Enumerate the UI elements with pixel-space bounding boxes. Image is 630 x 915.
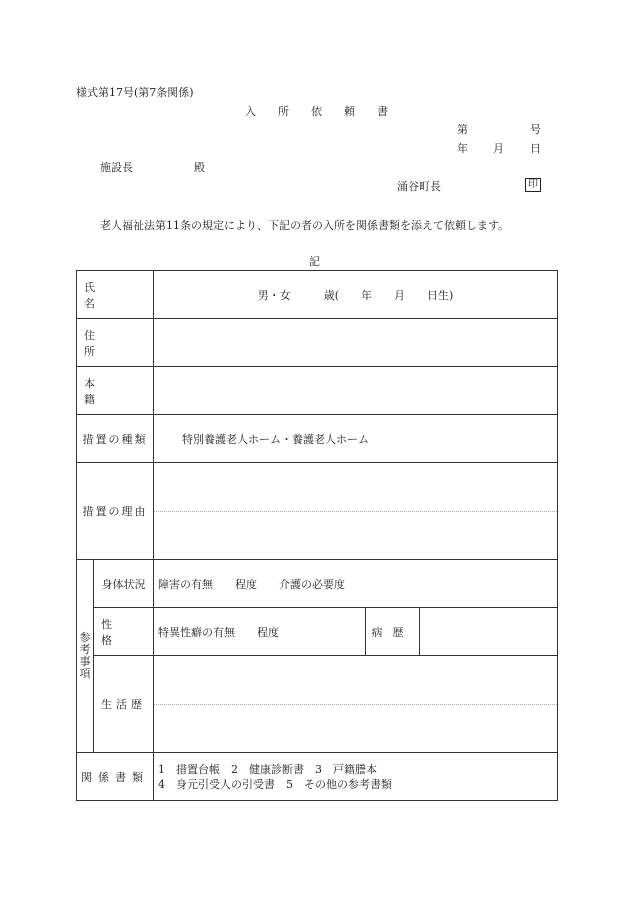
date-year: 年	[457, 142, 468, 155]
measure-type-label: 措置の種類	[82, 432, 148, 446]
honorific: 殿	[194, 161, 205, 174]
personality-label: 性格	[101, 617, 136, 647]
medical-history-value-cell[interactable]	[420, 608, 558, 656]
name-label-text: 氏名	[84, 280, 137, 310]
measure-type-value-cell[interactable]	[154, 415, 558, 463]
row-documents	[77, 753, 558, 801]
life-history-value-cell[interactable]	[154, 656, 558, 753]
address-value-cell[interactable]	[154, 319, 558, 367]
domicile-label-cell	[77, 367, 154, 415]
seal-mark: 印	[525, 178, 541, 192]
documents-value-cell	[154, 753, 558, 801]
row-domicile	[77, 367, 558, 415]
row-measure-reason	[77, 463, 558, 560]
life-history-label-cell	[94, 656, 154, 753]
documents-label: 関係書類	[81, 770, 149, 784]
row-address	[77, 319, 558, 367]
document-title	[245, 105, 410, 118]
name-value: 男・女 歳( 年 月 日生)	[257, 288, 454, 302]
medical-history-label-cell	[366, 608, 420, 656]
personality-label-cell	[94, 608, 154, 656]
row-life-history	[77, 656, 558, 753]
intro-text: 老人福祉法第11条の規定により、下記の者の入所を関係書類を添えて依頼します。	[100, 219, 510, 232]
life-history-label: 生活歴	[101, 698, 146, 711]
measure-type-value: 特別養護老人ホーム・養護老人ホーム	[182, 432, 369, 446]
measure-reason-label-cell	[77, 463, 154, 560]
measure-reason-dotted-line	[154, 511, 557, 512]
measure-reason-label: 措置の理由	[82, 505, 148, 518]
personality-value: 特異性癖の有無 程度	[158, 625, 279, 639]
physical-value-cell[interactable]	[154, 560, 558, 608]
form-number: 様式第17号(第7条関係)	[76, 86, 194, 99]
date-day: 日	[530, 142, 541, 155]
physical-label-cell	[94, 560, 154, 608]
physical-label: 身体状況	[101, 577, 146, 591]
measure-reason-value-cell[interactable]	[154, 463, 558, 560]
address-label-text: 住所	[84, 328, 137, 358]
request-form-table	[76, 270, 558, 801]
sender: 涌谷町長	[397, 180, 441, 193]
medical-history-label: 病歴	[371, 625, 414, 639]
name-label	[77, 279, 153, 311]
row-physical	[77, 560, 558, 608]
name-value-cell[interactable]	[154, 271, 558, 319]
address-label-cell	[77, 319, 154, 367]
life-history-dotted-line	[154, 704, 557, 705]
row-personality	[77, 608, 558, 656]
documents-line-2: 4 身元引受人の引受書 5 その他の参考書類	[158, 777, 392, 791]
domicile-value-cell[interactable]	[154, 367, 558, 415]
row-measure-type	[77, 415, 558, 463]
ki-label: 記	[309, 255, 320, 268]
document-title-text: 入所依頼書	[245, 105, 410, 118]
reference-label-cell	[77, 560, 94, 753]
doc-number-suffix: 号	[530, 123, 541, 136]
doc-number-prefix: 第	[457, 123, 468, 136]
date-month: 月	[493, 142, 504, 155]
personality-value-cell[interactable]	[154, 608, 366, 656]
domicile-label-text: 本籍	[84, 376, 137, 406]
documents-line-1: 1 措置台帳 2 健康診断書 3 戸籍謄本	[158, 762, 377, 776]
documents-label-cell	[77, 753, 154, 801]
measure-type-label-cell	[77, 415, 154, 463]
physical-value: 障害の有無 程度 介護の必要度	[158, 577, 345, 591]
addressee: 施設長	[100, 161, 133, 174]
name-label-cell	[77, 271, 154, 319]
reference-label: 参考事項	[79, 631, 91, 680]
row-name	[77, 271, 558, 319]
